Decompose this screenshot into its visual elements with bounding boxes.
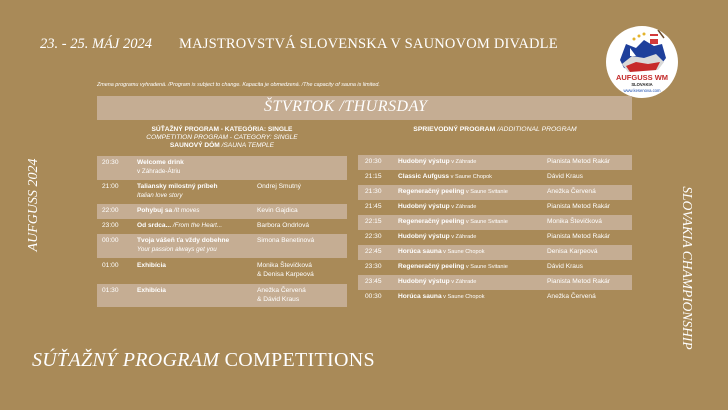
additional-row: 20:30 Hudobný výstup v Záhrade Pianista Metod Rakár [358,155,632,170]
competition-row: 01:30 Exhibícia Anežka Červená & Dávid Kraus [97,284,347,307]
footer-title [32,349,375,372]
competition-header [97,126,347,151]
additional-row: 22:15 Regeneračný peeling v Saune Svitanie Monika Števičková [358,215,632,230]
additional-row: 22:45 Horúca sauna v Saune Chopok Denisa Karpeová [358,245,632,260]
additional-row: 22:30 Hudobný výstup v Záhrade Pianista Metod Rakár [365,233,611,240]
additional-row: 23:45 Hudobný výstup v Záhrade Pianista Metod Rakár [358,275,632,290]
competition-row: 01:00 Exhibícia Monika Števičková & Denisa Karpeová [102,262,314,278]
additional-row: 21:30 Regeneračný peeling v Saune Svitanie Anežka Červená [358,185,632,200]
additional-row: 23:30 Regeneračný peeling v Saune Svitanie Dávid Kraus [365,263,583,270]
aufguss-logo [606,26,678,98]
competition-title-en: COMPETITION PROGRAM - CATEGORY: SINGLE [146,134,298,142]
day-banner [97,96,632,120]
day-title: ŠTVRTOK /THURSDAY [264,98,428,115]
competition-title-sk: SÚŤAŽNÝ PROGRAM - KATEGÓRIA: SINGLE [151,126,293,133]
competition-row: 23:00 Od srdca... /From the Heart... Barbora Ondrlová [102,222,310,229]
logo-title: AUFGUSS WM [615,73,669,82]
logo-url: www.kesenova.com [623,88,661,93]
additional-header [358,126,632,133]
additional-row: 00:30 Horúca sauna v Saune Chopok Anežka Červená [365,293,596,300]
competition-row: 00:00 Tvoja vášeň ťa vždy dobehne Your passion always get you Simona Benetinová [97,234,347,258]
competition-row: 22:00 Pohybuj sa /It moves Kevin Gajdica [97,204,347,219]
competition-row: 20:30 Welcome drink v Záhrade-Átriu [97,156,347,180]
event-dates: 23. - 25. MÁJ 2024 [40,36,152,52]
venue-label: SAUNOVÝ DÓM /SAUNA TEMPLE [169,142,275,150]
additional-row: 21:45 Hudobný výstup v Záhrade Pianista Metod Rakár [365,203,611,210]
additional-title-en: /ADDITIONAL PROGRAM [495,126,577,133]
side-label-right-text: SLOVAKIA CHAMPIONSHIP [680,186,695,350]
footer-title-italic: SÚŤAŽNÝ PROGRAM [32,349,220,371]
program-notice: Zmena programu vyhradená. /Program is subject to change. Kapacita je obmedzená. /The capacity of sauna is limited. [97,82,380,88]
side-label-left-text: AUFGUSS 2024 [26,158,41,252]
page-title: MAJSTROVSTVÁ SLOVENSKA V SAUNOVOM DIVADLE [179,36,558,52]
additional-row: 21:15 Classic Aufguss v Saune Chopok Dávid Kraus [365,173,583,180]
additional-title-sk: SPRIEVODNÝ PROGRAM [413,126,496,133]
competition-row: 21:00 Taliansky milostný príbeh Italian love story Ondrej Smutný [102,183,301,199]
footer-title-normal: COMPETITIONS [219,349,375,371]
logo-subtitle: SLOVAKIA [631,82,653,87]
